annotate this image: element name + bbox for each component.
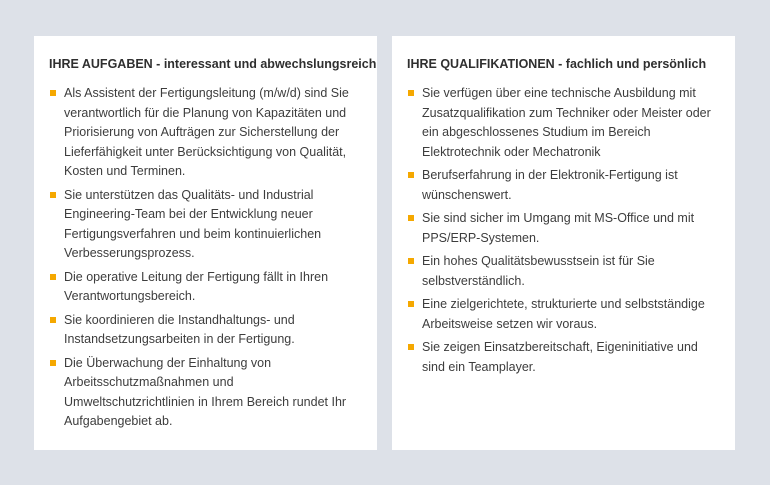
list-item-text: Berufserfahrung in der Elektronik-Fertigung ist wünschenswert. bbox=[422, 168, 678, 202]
list-item bbox=[49, 311, 363, 350]
list-item bbox=[407, 84, 721, 162]
list-item-text: Eine zielgerichtete, strukturierte und selbstständige Arbeitsweise setzen wir voraus. bbox=[422, 297, 705, 331]
list-item-text: Die Überwachung der Einhaltung von Arbeitsschutzmaßnahmen und Umweltschutzrichtlinien in Ihrem Bereich rundet Ihr Aufgabengebiet ab. bbox=[64, 355, 347, 428]
list-item bbox=[49, 84, 363, 182]
tasks-title: IHRE AUFGABEN - interessant und abwechslungsreich bbox=[49, 57, 377, 71]
tasks-card bbox=[34, 36, 377, 450]
list-item-text: Sie verfügen über eine technische Ausbildung mit Zusatzqualifikation zum Techniker oder Meister oder ein abgeschlossenes Studium im Bereich Elektrotechnik oder Mechatronik bbox=[422, 86, 711, 159]
list-item-text: Ein hohes Qualitätsbewusstsein ist für Sie selbstverständlich. bbox=[422, 254, 655, 288]
bullet-square-icon bbox=[408, 90, 414, 96]
tasks-list bbox=[49, 84, 363, 432]
bullet-square-icon bbox=[408, 258, 414, 264]
list-item-text: Als Assistent der Fertigungsleitung (m/w/d) sind Sie verantwortlich für die Planung von Kapazitäten und Priorisierung von Aufträgen zur Sicherstellung der Lieferfähigkeit unter Berücksichtigung von Qualität, Kosten und Terminen. bbox=[64, 86, 349, 178]
list-item bbox=[407, 252, 721, 291]
bullet-square-icon bbox=[408, 301, 414, 307]
list-item-text: Sie koordinieren die Instandhaltungs- und Instandsetzungsarbeiten in der Fertigung. bbox=[64, 312, 295, 346]
bullet-square-icon bbox=[408, 344, 414, 350]
list-item bbox=[49, 354, 363, 432]
bullet-square-icon bbox=[50, 192, 56, 198]
list-item-text: Die operative Leitung der Fertigung fällt in Ihren Verantwortungsbereich. bbox=[64, 269, 329, 303]
list-item bbox=[407, 338, 721, 377]
bullet-square-icon bbox=[50, 90, 56, 96]
list-item bbox=[49, 186, 363, 264]
list-item bbox=[49, 268, 363, 307]
bullet-square-icon bbox=[408, 172, 414, 178]
list-item bbox=[407, 295, 721, 334]
bullet-square-icon bbox=[50, 317, 56, 323]
list-item bbox=[407, 209, 721, 248]
qualifications-title: IHRE QUALIFIKATIONEN - fachlich und persönlich bbox=[407, 57, 707, 71]
list-item-text: Sie sind sicher im Umgang mit MS-Office und mit PPS/ERP-Systemen. bbox=[422, 211, 695, 245]
qualifications-card bbox=[392, 36, 735, 450]
list-item-text: Sie zeigen Einsatzbereitschaft, Eigeninitiative und sind ein Teamplayer. bbox=[422, 340, 698, 374]
bullet-square-icon bbox=[408, 215, 414, 221]
qualifications-list bbox=[407, 84, 721, 377]
list-item bbox=[407, 166, 721, 205]
bullet-square-icon bbox=[50, 360, 56, 366]
list-item-text: Sie unterstützen das Qualitäts- und Industrial Engineering-Team bei der Entwicklung neuer Fertigungsverfahren und beim kontinuierlichen Verbesserungsprozess. bbox=[64, 187, 322, 260]
bullet-square-icon bbox=[50, 274, 56, 280]
